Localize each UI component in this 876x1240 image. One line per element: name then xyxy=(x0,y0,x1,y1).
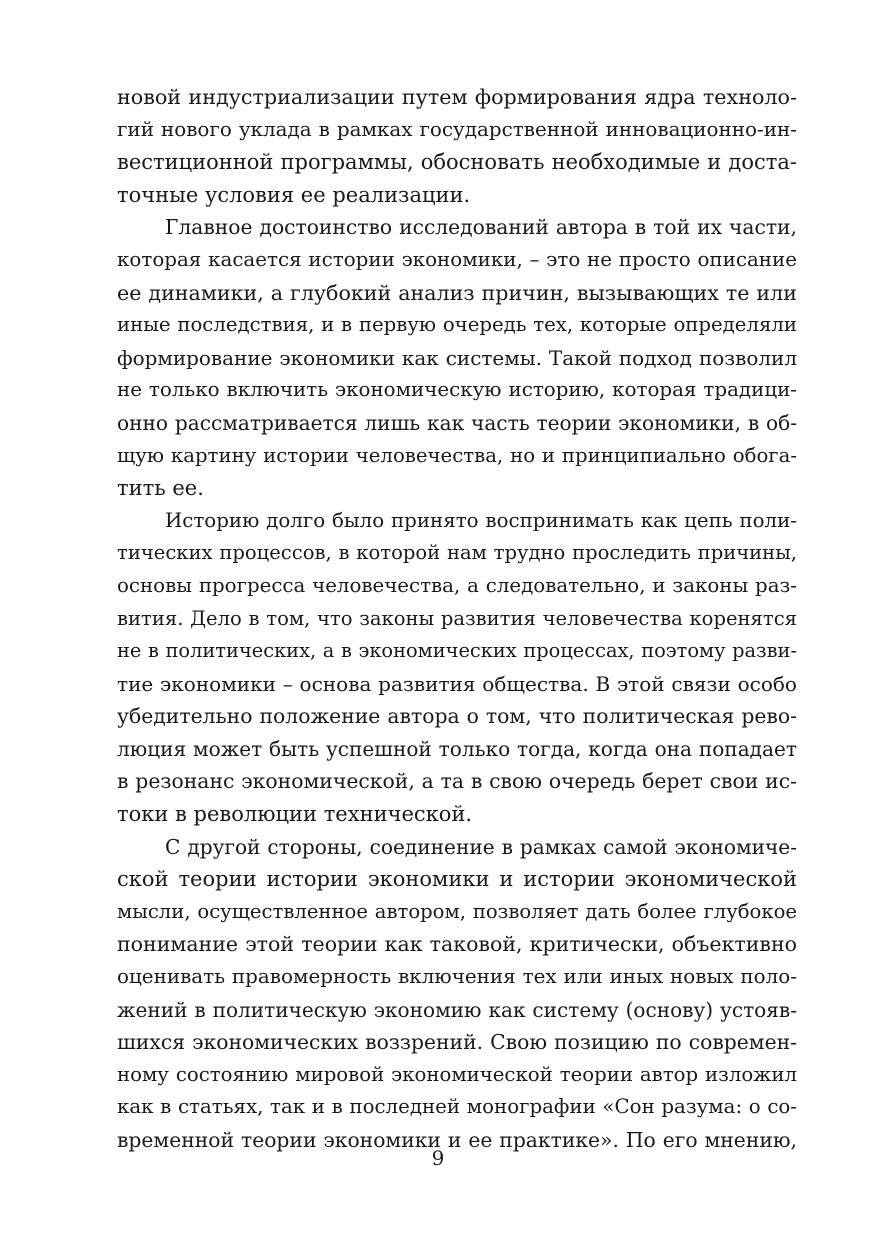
text-line: тических процессов, в которой нам трудно проследить причины, xyxy=(117,541,797,565)
text-line: точные условия ее реализации. xyxy=(117,182,471,207)
page-body xyxy=(117,81,797,1157)
paragraph xyxy=(117,211,797,504)
paragraph xyxy=(117,831,797,1157)
text-line: щую картину истории человечества, но и принципиально обога- xyxy=(117,443,797,467)
text-line: как в статьях, так и в последней монографии «Сон разума: о со- xyxy=(117,1095,797,1119)
paragraph xyxy=(117,505,797,831)
text-line: гий нового уклада в рамках государственной инновационно-ин- xyxy=(117,117,797,141)
text-line: тие экономики – основа развития общества. В этой связи особо xyxy=(117,671,797,696)
text-line: люция может быть успешной только тогда, когда она попадает xyxy=(117,736,797,761)
text-line: в резонанс экономической, а та в свою очередь берет свои ис- xyxy=(117,769,797,794)
text-line: которая касается истории экономики, – это не просто описание xyxy=(117,247,797,271)
text-line: временной теории экономики и ее практике». По его мнению, xyxy=(117,1128,797,1152)
page-number: 9 xyxy=(431,1146,445,1170)
text-line: не только включить экономическую историю, которая традици- xyxy=(117,378,797,402)
text-line: понимание этой теории как таковой, критически, объективно xyxy=(117,932,797,957)
text-line: формирование экономики как системы. Такой подход позволил xyxy=(117,345,797,370)
text-line: мысли, осуществленное автором, позволяет дать более глубокое xyxy=(117,899,797,923)
text-line: не в политических, а в экономических процессах, поэтому разви- xyxy=(117,639,797,663)
text-line: иные последствия, и в первую очередь тех, которые определяли xyxy=(117,313,797,337)
text-line: ному состоянию мировой экономической теории автор изложил xyxy=(117,1062,797,1086)
text-line: онно рассматривается лишь как часть теории экономики, в об- xyxy=(117,410,797,435)
text-line: убедительно положение автора о том, что политическая рево- xyxy=(117,704,797,729)
text-line: новой индустриализации путем формирования ядра техноло- xyxy=(117,85,797,109)
text-line: оценивать правомерность включения тех или иных новых поло- xyxy=(117,965,797,989)
text-line: жений в политическую экономию как систему (основу) устояв- xyxy=(117,997,797,1022)
text-line: шихся экономических воззрений. Свою позицию по современ- xyxy=(117,1030,797,1055)
text-line: тить ее. xyxy=(117,476,204,501)
text-line: ее динамики, а глубокий анализ причин, вызывающих те или xyxy=(117,280,797,305)
text-line: ской теории истории экономики и истории экономической xyxy=(117,867,797,892)
text-line: Историю долго было принято воспринимать как цепь поли- xyxy=(165,508,797,532)
text-line: вития. Дело в том, что законы развития человечества коренятся xyxy=(117,606,797,630)
text-line: Главное достоинство исследований автора в той их части, xyxy=(165,215,797,240)
text-line: вестиционной программы, обосновать необходимые и доста- xyxy=(117,150,797,175)
text-line: С другой стороны, соединение в рамках самой экономиче- xyxy=(165,834,797,859)
paragraph xyxy=(117,81,797,211)
text-line: основы прогресса человечества, а следовательно, и законы раз- xyxy=(117,573,797,597)
text-line: токи в революции технической. xyxy=(117,802,473,827)
